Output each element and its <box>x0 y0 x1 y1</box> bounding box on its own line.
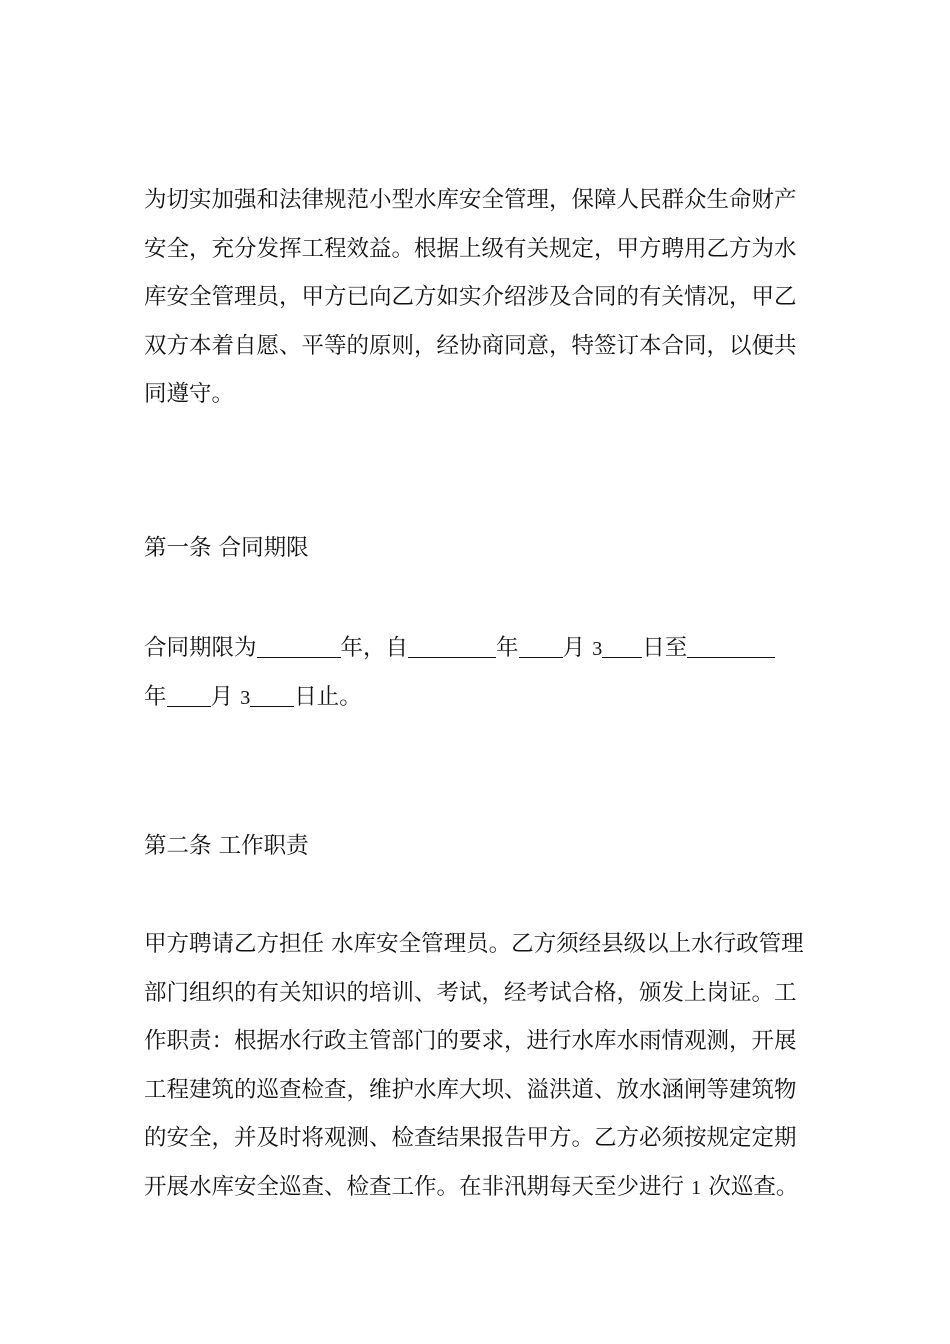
paragraph-line: 库安全管理员，甲方已向乙方如实介绍涉及合同的有关情况，甲乙 <box>144 284 797 310</box>
fill-in-blank <box>602 635 642 658</box>
paragraph-line: 的安全，并及时将观测、检查结果报告甲方。乙方必须按规定定期 <box>144 1125 797 1151</box>
number-value: 3 <box>592 638 603 660</box>
text-segment: 日至 <box>642 635 688 661</box>
paragraph-line: 为切实加强和法律规范小型水库安全管理，保障人民群众生命财产 <box>144 187 797 213</box>
contract-term-line-2 <box>144 673 806 722</box>
text-segment: 开展水库安全巡查、检查工作。在非汛期每天至少进行 <box>144 1173 685 1200</box>
fill-in-blank <box>687 635 775 658</box>
section-title: 第二条 工作职责 <box>144 833 309 859</box>
number-value: 3 <box>240 686 251 709</box>
article-1-body <box>144 624 806 721</box>
fill-in-blank <box>257 635 341 658</box>
section-title: 第一条 合同期限 <box>144 535 309 561</box>
article-2-body <box>144 920 806 1211</box>
fill-in-blank <box>519 635 563 658</box>
text-segment: 月 <box>210 683 234 710</box>
text-segment: 合同期限为 <box>144 635 257 661</box>
contract-term-line-1 <box>144 624 806 673</box>
text-segment: 月 <box>562 635 586 661</box>
paragraph-line <box>144 1163 806 1212</box>
fill-in-blank <box>408 635 496 658</box>
text-segment: 年，自 <box>340 635 409 661</box>
paragraph-line: 工程建筑的巡查检查，维护水库大坝、溢洪道、放水涵闸等建筑物 <box>144 1076 797 1103</box>
fill-in-blank <box>250 684 294 707</box>
paragraph-line: 作职责：根据水行政主管部门的要求，进行水库水雨情观测，开展 <box>144 1028 797 1054</box>
paragraph-line: 部门组织的有关知识的培训、考试，经考试合格，颁发上岗证。工 <box>144 979 797 1006</box>
text-segment: 年 <box>144 683 167 710</box>
fill-in-blank <box>167 684 211 707</box>
paragraph-line: 双方本着自愿、平等的原则，经协商同意，特签订本合同，以便共 <box>144 332 797 359</box>
text-segment: 日止。 <box>294 683 362 710</box>
article-1-heading <box>144 524 806 573</box>
text-segment: 次巡查。 <box>708 1173 799 1200</box>
article-2-heading <box>144 822 806 871</box>
paragraph-line: 安全，充分发挥工程效益。根据上级有关规定，甲方聘用乙方为水 <box>144 235 797 262</box>
number-value: 1 <box>691 1176 702 1199</box>
paragraph-line: 甲方聘请乙方担任 水库安全管理员。乙方须经县级以上水行政管理 <box>144 931 804 957</box>
paragraph-line: 同遵守。 <box>144 381 235 407</box>
text-segment: 年 <box>496 635 519 661</box>
intro-paragraph <box>144 176 806 419</box>
